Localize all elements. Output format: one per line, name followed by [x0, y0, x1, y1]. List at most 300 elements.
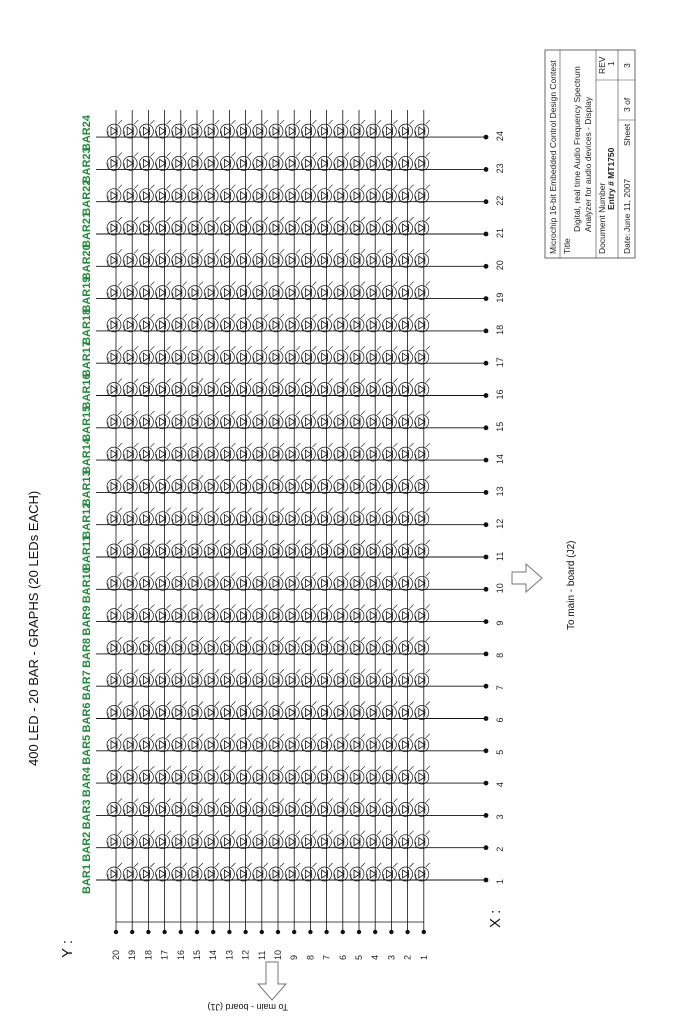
y-axis-label: Y :: [59, 939, 76, 958]
led-symbol: [123, 152, 138, 170]
led-symbol: [366, 572, 381, 590]
led-symbol: [156, 508, 171, 526]
column-number-label: 19: [495, 292, 505, 303]
led-symbol: [382, 702, 397, 720]
column-pin: [484, 522, 489, 527]
led-symbol: [188, 282, 203, 300]
led-symbol: [269, 863, 284, 881]
led-symbol: [382, 379, 397, 397]
led-symbol: [156, 152, 171, 170]
led-symbol: [220, 443, 235, 461]
led-symbol: [269, 443, 284, 461]
led-symbol: [220, 120, 235, 138]
led-symbol: [366, 314, 381, 332]
column-number-label: 22: [495, 195, 505, 206]
led-symbol: [156, 282, 171, 300]
led-symbol: [285, 766, 300, 784]
title-block-rev: 1: [606, 61, 616, 66]
led-symbol: [334, 249, 349, 267]
led-symbol: [269, 766, 284, 784]
led-symbol: [156, 475, 171, 493]
title-block-rev-label: REV: [597, 56, 607, 74]
led-symbol: [139, 637, 154, 655]
led-symbol: [366, 702, 381, 720]
led-symbol: [123, 863, 138, 881]
led-symbol: [366, 120, 381, 138]
bar-label: BAR9: [81, 605, 93, 636]
led-symbol: [334, 572, 349, 590]
led-symbol: [237, 669, 252, 687]
row-number-label: 13: [224, 949, 235, 960]
led-symbol: [334, 314, 349, 332]
led-symbol: [237, 346, 252, 364]
led-symbol: [301, 152, 316, 170]
bar-label: BAR16: [81, 373, 93, 410]
led-symbol: [382, 443, 397, 461]
led-symbol: [301, 605, 316, 623]
row-pin: [243, 930, 247, 934]
title-block-contest: Microchip 16-bit Embedded Control Design Contest: [548, 60, 558, 254]
title-block-doc-number-label: Document Number: [597, 182, 607, 254]
led-symbol: [204, 734, 219, 752]
row-number-label: 11: [256, 950, 267, 960]
led-symbol: [139, 863, 154, 881]
led-symbol: [415, 411, 430, 429]
led-symbol: [204, 411, 219, 429]
bar-label: BAR20: [81, 244, 93, 281]
led-symbol: [318, 572, 333, 590]
led-symbol: [350, 605, 365, 623]
led-symbol: [285, 152, 300, 170]
column-number-label: 2: [495, 846, 505, 852]
led-symbol: [220, 766, 235, 784]
led-symbol: [415, 669, 430, 687]
led-symbol: [172, 508, 187, 526]
column-number-label: 8: [495, 652, 505, 658]
row-pin: [227, 930, 231, 934]
led-symbol: [334, 411, 349, 429]
led-symbol: [253, 831, 268, 849]
led-symbol: [334, 863, 349, 881]
led-symbol: [350, 249, 365, 267]
led-symbol: [253, 572, 268, 590]
led-symbol: [220, 346, 235, 364]
led-symbol: [301, 379, 316, 397]
led-symbol: [350, 637, 365, 655]
led-symbol: [156, 863, 171, 881]
led-symbol: [415, 572, 430, 590]
bar-label: BAR10: [81, 567, 93, 604]
led-symbol: [220, 282, 235, 300]
led-symbol: [318, 831, 333, 849]
column-number-label: 13: [495, 486, 505, 497]
led-symbol: [188, 831, 203, 849]
led-symbol: [156, 702, 171, 720]
led-symbol: [415, 831, 430, 849]
led-symbol: [156, 443, 171, 461]
row-pin: [357, 930, 361, 934]
led-symbol: [285, 217, 300, 235]
led-symbol: [366, 152, 381, 170]
led-symbol: [123, 669, 138, 687]
column-pin: [484, 458, 489, 463]
led-symbol: [188, 605, 203, 623]
row-pin: [260, 930, 264, 934]
column-number-label: 10: [495, 583, 505, 594]
led-symbol: [220, 798, 235, 816]
led-symbol: [399, 734, 414, 752]
led-symbol: [269, 475, 284, 493]
led-symbol: [301, 831, 316, 849]
column-pin: [484, 619, 489, 624]
led-symbol: [301, 798, 316, 816]
led-symbol: [382, 508, 397, 526]
led-symbol: [204, 540, 219, 558]
row-number-label: 12: [240, 949, 251, 960]
led-symbol: [156, 766, 171, 784]
led-symbol: [107, 734, 122, 752]
led-symbol: [366, 185, 381, 203]
led-symbol: [366, 766, 381, 784]
led-symbol: [334, 282, 349, 300]
led-symbol: [123, 120, 138, 138]
led-symbol: [188, 669, 203, 687]
led-symbol: [172, 379, 187, 397]
row-pin: [292, 930, 296, 934]
led-symbol: [269, 249, 284, 267]
row-pin: [373, 930, 377, 934]
column-pin: [484, 361, 489, 366]
led-symbol: [301, 734, 316, 752]
led-symbol: [188, 572, 203, 590]
led-symbol: [415, 475, 430, 493]
bar-label: BAR8: [81, 637, 93, 668]
led-symbol: [156, 572, 171, 590]
row-number-label: 14: [208, 949, 219, 960]
led-symbol: [318, 282, 333, 300]
led-symbol: [156, 120, 171, 138]
led-symbol: [156, 540, 171, 558]
led-symbol: [285, 863, 300, 881]
led-symbol: [382, 734, 397, 752]
led-symbol: [399, 346, 414, 364]
column-pin: [484, 845, 489, 850]
led-symbol: [237, 152, 252, 170]
bar-label: BAR4: [81, 767, 93, 798]
led-symbol: [318, 540, 333, 558]
led-symbol: [172, 346, 187, 364]
bar-label: BAR6: [81, 702, 93, 733]
led-symbol: [285, 734, 300, 752]
led-symbol: [285, 443, 300, 461]
row-pin: [308, 930, 312, 934]
led-symbol: [350, 314, 365, 332]
led-symbol: [220, 185, 235, 203]
led-symbol: [172, 702, 187, 720]
bar-label: BAR1: [81, 864, 93, 894]
led-symbol: [382, 798, 397, 816]
column-pin: [484, 684, 489, 689]
led-symbol: [285, 120, 300, 138]
led-symbol: [334, 637, 349, 655]
led-symbol: [285, 798, 300, 816]
led-symbol: [399, 508, 414, 526]
led-symbol: [188, 863, 203, 881]
led-symbol: [399, 572, 414, 590]
title-block: [545, 50, 635, 258]
led-symbol: [139, 185, 154, 203]
led-symbol: [172, 282, 187, 300]
led-symbol: [285, 249, 300, 267]
led-symbol: [318, 379, 333, 397]
led-symbol: [172, 411, 187, 429]
led-symbol: [220, 605, 235, 623]
title-block-date: June 11, 2007: [622, 178, 632, 232]
led-symbol: [334, 540, 349, 558]
led-symbol: [285, 540, 300, 558]
led-symbol: [301, 346, 316, 364]
led-symbol: [220, 831, 235, 849]
led-symbol: [285, 831, 300, 849]
bar-label: BAR11: [81, 535, 93, 571]
led-symbol: [188, 734, 203, 752]
led-symbol: [253, 766, 268, 784]
led-symbol: [382, 605, 397, 623]
led-symbol: [366, 346, 381, 364]
led-symbol: [253, 540, 268, 558]
connector-j1-label: To main - board (J1): [207, 1002, 288, 1012]
led-symbol: [253, 120, 268, 138]
led-symbol: [415, 702, 430, 720]
led-symbol: [237, 734, 252, 752]
led-symbol: [253, 346, 268, 364]
led-symbol: [123, 605, 138, 623]
column-number-label: 1: [495, 878, 505, 884]
led-symbol: [253, 443, 268, 461]
led-symbol: [156, 605, 171, 623]
led-symbol: [334, 702, 349, 720]
column-number-label: 4: [495, 782, 505, 788]
led-symbol: [318, 766, 333, 784]
led-symbol: [172, 798, 187, 816]
connector-j2-arrow-icon: [512, 564, 542, 592]
column-pin: [484, 555, 489, 560]
led-symbol: [382, 475, 397, 493]
led-symbol: [220, 217, 235, 235]
led-symbol: [285, 475, 300, 493]
led-symbol: [139, 669, 154, 687]
bar-label: BAR17: [81, 341, 93, 378]
led-symbol: [139, 540, 154, 558]
led-symbol: [253, 249, 268, 267]
led-symbol: [366, 475, 381, 493]
led-symbol: [366, 637, 381, 655]
connector-j2-label: To main - board (J2): [566, 540, 577, 630]
led-symbol: [220, 152, 235, 170]
column-pin: [484, 264, 489, 269]
led-symbol: [399, 282, 414, 300]
led-symbol: [301, 282, 316, 300]
led-symbol: [172, 217, 187, 235]
led-symbol: [253, 863, 268, 881]
led-symbol: [204, 185, 219, 203]
led-symbol: [399, 540, 414, 558]
led-symbol: [399, 379, 414, 397]
bar-label: BAR23: [81, 147, 93, 184]
led-symbol: [269, 379, 284, 397]
led-symbol: [318, 734, 333, 752]
row-pin: [130, 930, 134, 934]
led-symbol: [237, 508, 252, 526]
diagram-title: 400 LED - 20 BAR - GRAPHS (20 LEDs EACH): [26, 490, 41, 766]
led-symbol: [269, 734, 284, 752]
title-block-title-label: Title: [562, 238, 572, 254]
led-symbol: [156, 411, 171, 429]
led-symbol: [107, 443, 122, 461]
led-symbol: [237, 411, 252, 429]
led-symbol: [366, 734, 381, 752]
led-symbol: [366, 217, 381, 235]
led-symbol: [123, 798, 138, 816]
led-symbol: [237, 798, 252, 816]
led-symbol: [237, 702, 252, 720]
led-symbol: [107, 637, 122, 655]
led-symbol: [188, 508, 203, 526]
led-symbol: [220, 540, 235, 558]
led-symbol: [366, 863, 381, 881]
led-symbol: [139, 443, 154, 461]
led-symbol: [107, 766, 122, 784]
led-symbol: [156, 831, 171, 849]
row-number-label: 3: [386, 954, 397, 960]
led-symbol: [156, 637, 171, 655]
row-pin: [162, 930, 166, 934]
row-number-label: 15: [192, 949, 202, 960]
led-symbol: [382, 249, 397, 267]
row-number-label: 16: [175, 949, 186, 960]
led-symbol: [139, 282, 154, 300]
bar-label: BAR3: [81, 799, 93, 830]
led-symbol: [366, 249, 381, 267]
led-symbol: [318, 475, 333, 493]
title-block-date-label: Date:: [622, 233, 632, 254]
led-symbol: [253, 152, 268, 170]
led-symbol: [156, 217, 171, 235]
led-symbol: [156, 346, 171, 364]
led-symbol: [204, 443, 219, 461]
led-symbol: [204, 217, 219, 235]
row-pin: [114, 930, 118, 934]
led-symbol: [399, 217, 414, 235]
led-symbol: [301, 411, 316, 429]
led-symbol: [139, 152, 154, 170]
led-symbol: [204, 669, 219, 687]
led-symbol: [399, 152, 414, 170]
led-symbol: [188, 766, 203, 784]
led-symbol: [172, 443, 187, 461]
led-symbol: [220, 702, 235, 720]
bar-label-group: [81, 114, 93, 894]
led-symbol: [318, 702, 333, 720]
led-symbol: [318, 152, 333, 170]
led-symbol: [415, 249, 430, 267]
led-symbol: [204, 863, 219, 881]
led-symbol: [382, 540, 397, 558]
led-symbol: [253, 637, 268, 655]
led-symbol: [253, 669, 268, 687]
led-symbol: [301, 669, 316, 687]
column-pin: [484, 813, 489, 818]
led-symbol: [156, 379, 171, 397]
title-block-sheet-label: Sheet: [622, 123, 632, 146]
led-symbol: [382, 120, 397, 138]
led-symbol: [123, 379, 138, 397]
row-number-label: 1: [418, 954, 429, 960]
led-symbol: [415, 863, 430, 881]
led-symbol: [301, 249, 316, 267]
led-symbol: [350, 475, 365, 493]
led-symbol: [366, 411, 381, 429]
column-pin: [484, 748, 489, 753]
led-symbol: [301, 475, 316, 493]
led-symbol: [188, 120, 203, 138]
led-symbol: [399, 702, 414, 720]
column-number-label: 20: [495, 260, 505, 271]
led-symbol: [172, 863, 187, 881]
led-symbol: [253, 185, 268, 203]
led-symbol: [415, 605, 430, 623]
led-symbol: [123, 185, 138, 203]
led-symbol: [204, 379, 219, 397]
row-number-label: 2: [402, 954, 413, 960]
led-symbol: [350, 766, 365, 784]
led-symbol: [172, 314, 187, 332]
bar-label: BAR15: [81, 405, 93, 442]
led-symbol: [399, 120, 414, 138]
led-symbol: [123, 443, 138, 461]
led-symbol: [107, 702, 122, 720]
led-symbol: [220, 734, 235, 752]
led-symbol: [237, 572, 252, 590]
led-symbol: [301, 185, 316, 203]
column-pin: [484, 490, 489, 495]
led-symbol: [172, 605, 187, 623]
bar-label: BAR18: [81, 308, 93, 345]
led-symbol: [269, 346, 284, 364]
led-symbol: [285, 314, 300, 332]
led-symbol: [269, 540, 284, 558]
led-symbol: [253, 508, 268, 526]
led-symbol: [204, 152, 219, 170]
led-symbol: [301, 540, 316, 558]
led-symbol: [107, 346, 122, 364]
led-symbol: [220, 475, 235, 493]
column-pin: [484, 329, 489, 334]
led-symbol: [415, 152, 430, 170]
led-symbol: [237, 314, 252, 332]
led-symbol: [285, 346, 300, 364]
row-pin: [179, 930, 183, 934]
row-pin: [211, 930, 215, 934]
led-symbol: [237, 637, 252, 655]
led-symbol: [350, 734, 365, 752]
bar-label: BAR13: [81, 470, 93, 507]
led-symbol: [139, 249, 154, 267]
led-symbol: [107, 572, 122, 590]
row-number-label: 6: [337, 954, 348, 960]
led-symbol: [399, 443, 414, 461]
led-symbol: [415, 766, 430, 784]
